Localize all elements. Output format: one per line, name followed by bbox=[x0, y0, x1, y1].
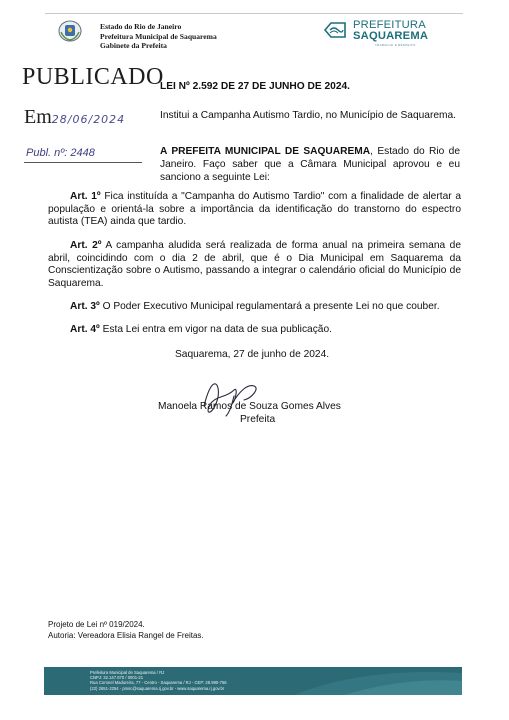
footer-line-4: (22) 2651-2254 - pmsc@saquarema.rj.gov.br - www.saquarema.rj.gov.br bbox=[90, 685, 225, 691]
article-2 bbox=[48, 240, 461, 290]
saquarema-brand-logo bbox=[323, 19, 458, 45]
law-preamble bbox=[160, 145, 460, 184]
article-3-label: Art. 3º bbox=[70, 301, 100, 312]
stamp-em-label: Em bbox=[24, 106, 52, 128]
header-office: Gabinete da Prefeita bbox=[100, 41, 167, 51]
brand-line-1: PREFEITURA bbox=[353, 19, 426, 31]
article-1 bbox=[48, 191, 461, 229]
bill-number: Projeto de Lei nº 019/2024. bbox=[48, 620, 145, 629]
stamp-underline bbox=[24, 162, 142, 163]
header-institution bbox=[100, 22, 217, 51]
footer-line-1: Prefeitura Municipal de Saquarema / RJ bbox=[90, 670, 165, 675]
brand-line-2: SAQUAREMA bbox=[353, 30, 429, 42]
article-4 bbox=[48, 324, 461, 337]
stamp-date-handwritten: 28/06/2024 bbox=[51, 113, 126, 126]
article-1-text: Fica instituída a "Campanha do Autismo Tardio" com a finalidade de alertar a população e orientá-la sobre a importância da identificação do transtorno do espectro autista (TEA) ainda que tardio. bbox=[48, 191, 461, 228]
header-prefecture: Prefeitura Municipal de Saquarema bbox=[100, 31, 217, 41]
signatory-name: Manoela Ramos de Souza Gomes Alves bbox=[158, 401, 341, 412]
bill-author: Autoria: Vereadora Elisia Rangel de Freitas. bbox=[48, 630, 204, 640]
article-4-label: Art. 4º bbox=[70, 324, 100, 335]
signatory-role: Prefeita bbox=[240, 414, 276, 425]
footer-notes bbox=[48, 620, 204, 641]
preamble-authority: A PREFEITA MUNICIPAL DE SAQUAREMA bbox=[160, 146, 371, 157]
place-and-date: Saquarema, 27 de junho de 2024. bbox=[175, 349, 330, 360]
preamble-text: , Estado do Rio de Janeiro. Faço saber que a Câmara Municipal aprovou e eu sanciono a seguinte Lei: bbox=[160, 146, 460, 183]
article-1-label: Art. 1º bbox=[70, 191, 101, 202]
saquarema-logo-icon bbox=[323, 21, 347, 39]
article-4-text: Esta Lei entra em vigor na data de sua publicação. bbox=[99, 324, 332, 335]
article-3 bbox=[48, 301, 461, 314]
state-coat-of-arms-icon bbox=[58, 20, 82, 42]
article-3-text: O Poder Executivo Municipal regulamentará a presente Lei no que couber. bbox=[99, 301, 440, 312]
header-rule bbox=[45, 13, 463, 14]
footer-line-2: CNPJ: 32.147.670 / 0001-21 bbox=[90, 675, 144, 681]
footer-contact-text bbox=[90, 670, 227, 691]
footer-line-3: Rua Coronel Madureira, 77 - Centro - Saquarema / RJ - CEP: 28.990-756 bbox=[90, 680, 227, 686]
brand-tagline: TRABALHO E RESPEITO bbox=[375, 43, 416, 47]
law-title: LEI Nº 2.592 DE 27 DE JUNHO DE 2024. bbox=[160, 81, 351, 92]
stamp-publicado: PUBLICADO bbox=[22, 64, 164, 90]
article-2-label: Art. 2º bbox=[70, 240, 102, 251]
law-ementa: Institui a Campanha Autismo Tardio, no Município de Saquarema. bbox=[160, 110, 456, 121]
header-state: Estado do Rio de Janeiro bbox=[100, 22, 182, 31]
stamp-publication-number: Publ. nº: 2448 bbox=[26, 147, 95, 159]
article-2-text: A campanha aludida será realizada de forma anual na primeira semana de abril, coincidindo com o dia 2 de abril, que é o Dia Municipal em Saquarema da Conscientização sobre o Autismo, passando a integrar o calendário oficial do Município de Saquarema. bbox=[48, 240, 462, 289]
stamp-em-date bbox=[24, 106, 125, 129]
